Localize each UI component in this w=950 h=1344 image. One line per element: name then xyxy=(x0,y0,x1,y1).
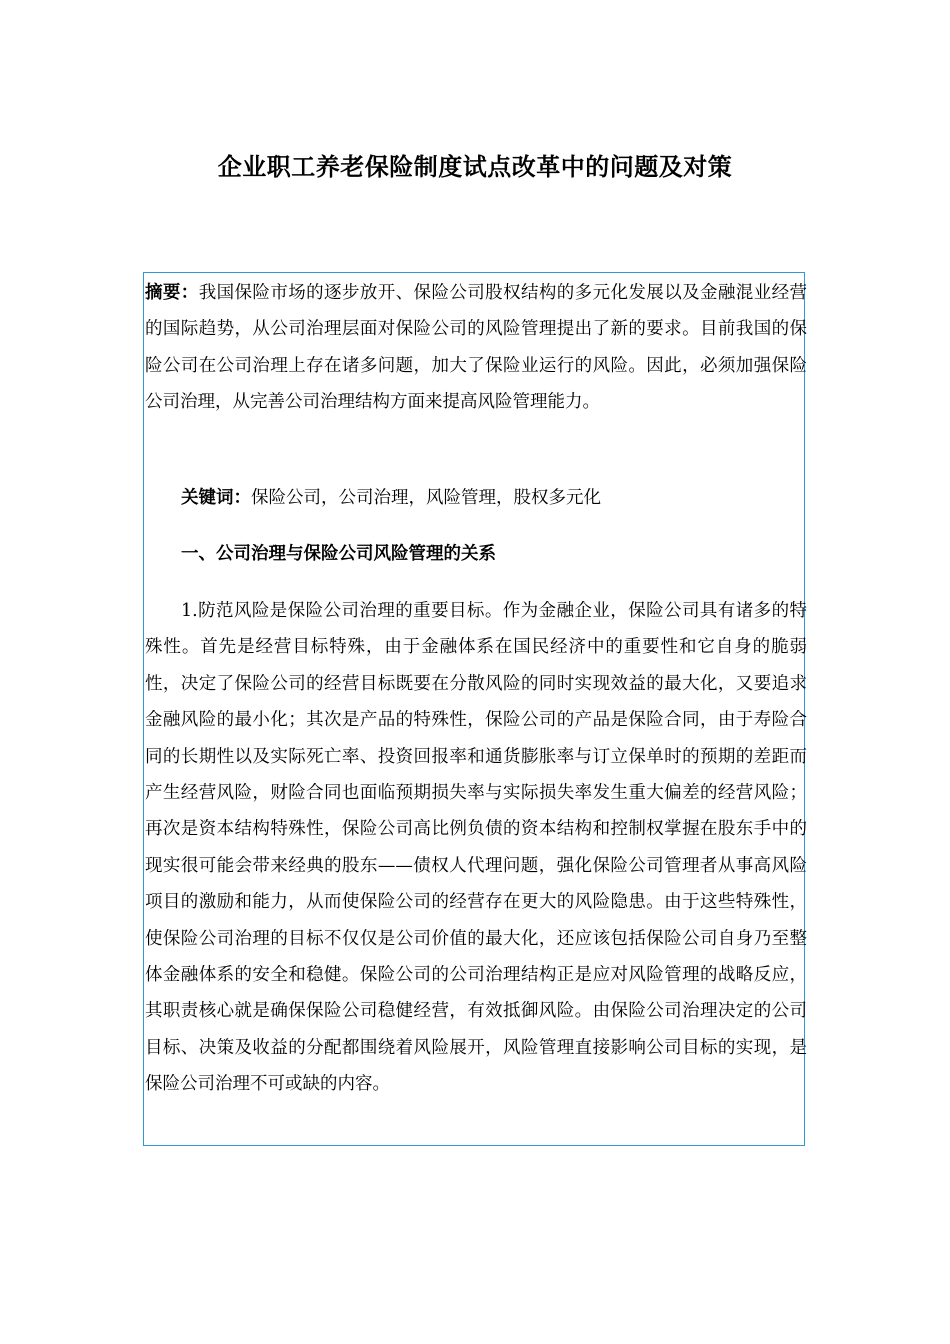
page-title: 企业职工养老保险制度试点改革中的问题及对策 xyxy=(217,152,733,182)
keywords-paragraph xyxy=(145,480,807,516)
keywords-text: 保险公司，公司治理，风险管理，股权多元化 xyxy=(251,488,601,508)
section-heading: 一、公司治理与保险公司风险管理的关系 xyxy=(181,544,496,564)
abstract-paragraph xyxy=(145,275,807,421)
keywords-label: 关键词： xyxy=(181,488,251,508)
body-paragraph: 1.防范风险是保险公司治理的重要目标。作为金融企业，保险公司具有诸多的特殊性。首先是经营目标特殊，由于金融体系在国民经济中的重要性和它自身的脆弱性，决定了保险公司的经营目标既要在分散风险的同时实现效益的最大化，又要追求金融风险的最小化；其次是产品的特殊性，保险公司的产品是保险合同，由于寿险合同的长期性以及实际死亡率、投资回报率和通货膨胀率与订立保单时的预期的差距而产生经营风险，财险合同也面临预期损失率与实际损失率发生重大偏差的经营风险；再次是资本结构特殊性，保险公司高比例负债的资本结构和控制权掌握在股东手中的现实很可能会带来经典的股东——债权人代理问题，强化保险公司管理者从事高风险项目的激励和能力，从而使保险公司的经营存在更大的风险隐患。由于这些特殊性，使保险公司治理的目标不仅仅是公司价值的最大化，还应该包括保险公司自身乃至整体金融体系的安全和稳健。保险公司的公司治理结构正是应对风险管理的战略反应，其职责核心就是确保保险公司稳健经营，有效抵御风险。由保险公司治理决定的公司目标、决策及收益的分配都围绕着风险展开，风险管理直接影响公司目标的实现，是保险公司治理不可或缺的内容。 xyxy=(145,601,807,1095)
abstract-label: 摘要： xyxy=(145,283,199,303)
abstract-text: 我国保险市场的逐步放开、保险公司股权结构的多元化发展以及金融混业经营的国际趋势，从公司治理层面对保险公司的风险管理提出了新的要求。目前我国的保险公司在公司治理上存在诸多问题，加大了保险业运行的风险。因此，必须加强保险公司治理，从完善公司治理结构方面来提高风险管理能力。 xyxy=(145,283,808,413)
